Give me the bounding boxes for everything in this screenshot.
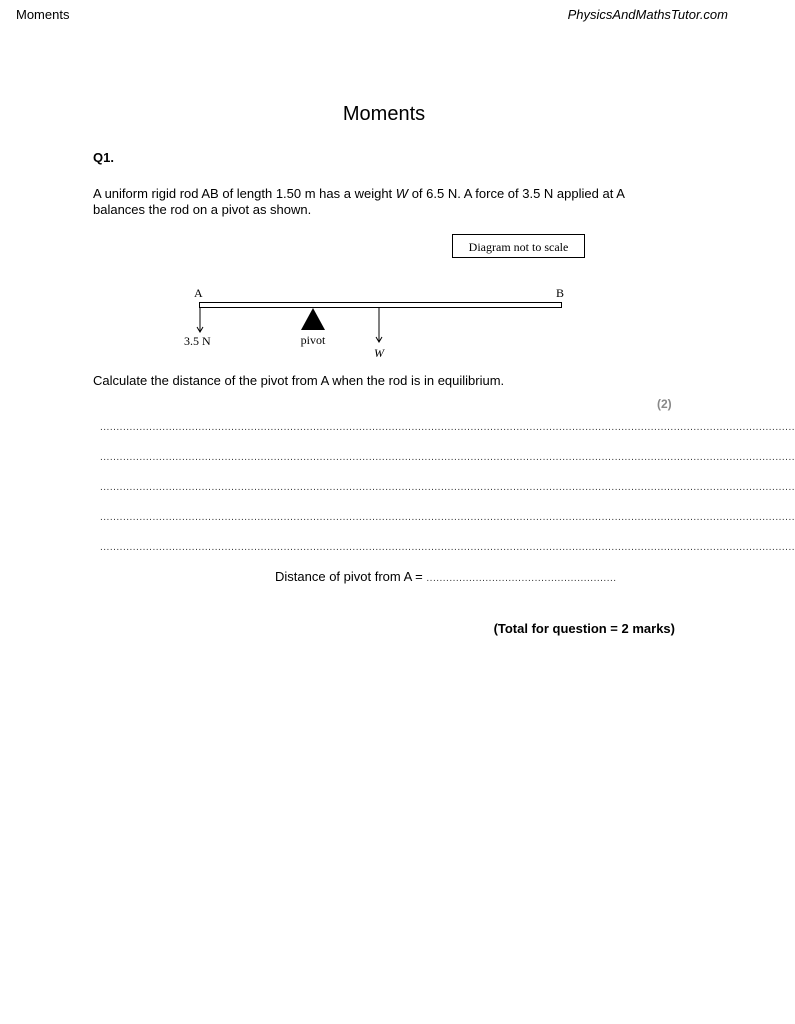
label-a: A [194,286,203,300]
total-marks: (Total for question = 2 marks) [493,621,675,636]
question-text-part2: of 6.5 N. A force of 3.5 N applied at A balances the rod on a pivot as shown. [93,186,625,217]
force-label: 3.5 N [184,334,211,348]
header-right-source: PhysicsAndMathsTutor.com [567,7,728,22]
marks-indicator: (2) [657,397,672,411]
answer-line[interactable]: .................................................................................................................................................................................................................... [100,482,795,493]
rod [200,303,562,308]
weight-label: W [374,346,384,360]
question-text-weight-symbol: W [395,186,409,201]
question-prompt: Calculate the distance of the pivot from A when the rod is in equilibrium. [93,373,505,388]
question-number: Q1. [93,150,114,165]
answer-line[interactable]: .................................................................................................................................................................................................................... [100,452,795,463]
answer-row [275,569,617,584]
answer-line[interactable]: .................................................................................................................................................................................................................... [100,542,795,553]
diagram-note: Diagram not to scale [468,240,569,254]
answer-field[interactable]: .......................................................... [426,573,617,584]
answer-line[interactable]: .................................................................................................................................................................................................................... [100,512,795,523]
label-b: B [556,286,565,300]
document-title: Moments [342,103,426,125]
question-text [93,186,678,218]
answer-line[interactable]: .................................................................................................................................................................................................................... [100,422,795,433]
moments-diagram [170,230,590,360]
header-left-title: Moments [16,7,70,22]
pivot-triangle [301,308,325,330]
question-text-part1: A uniform rigid rod AB of length 1.50 m has a weight [93,186,396,201]
answer-label: Distance of pivot from A = [275,569,427,584]
pivot-label: pivot [300,333,326,347]
